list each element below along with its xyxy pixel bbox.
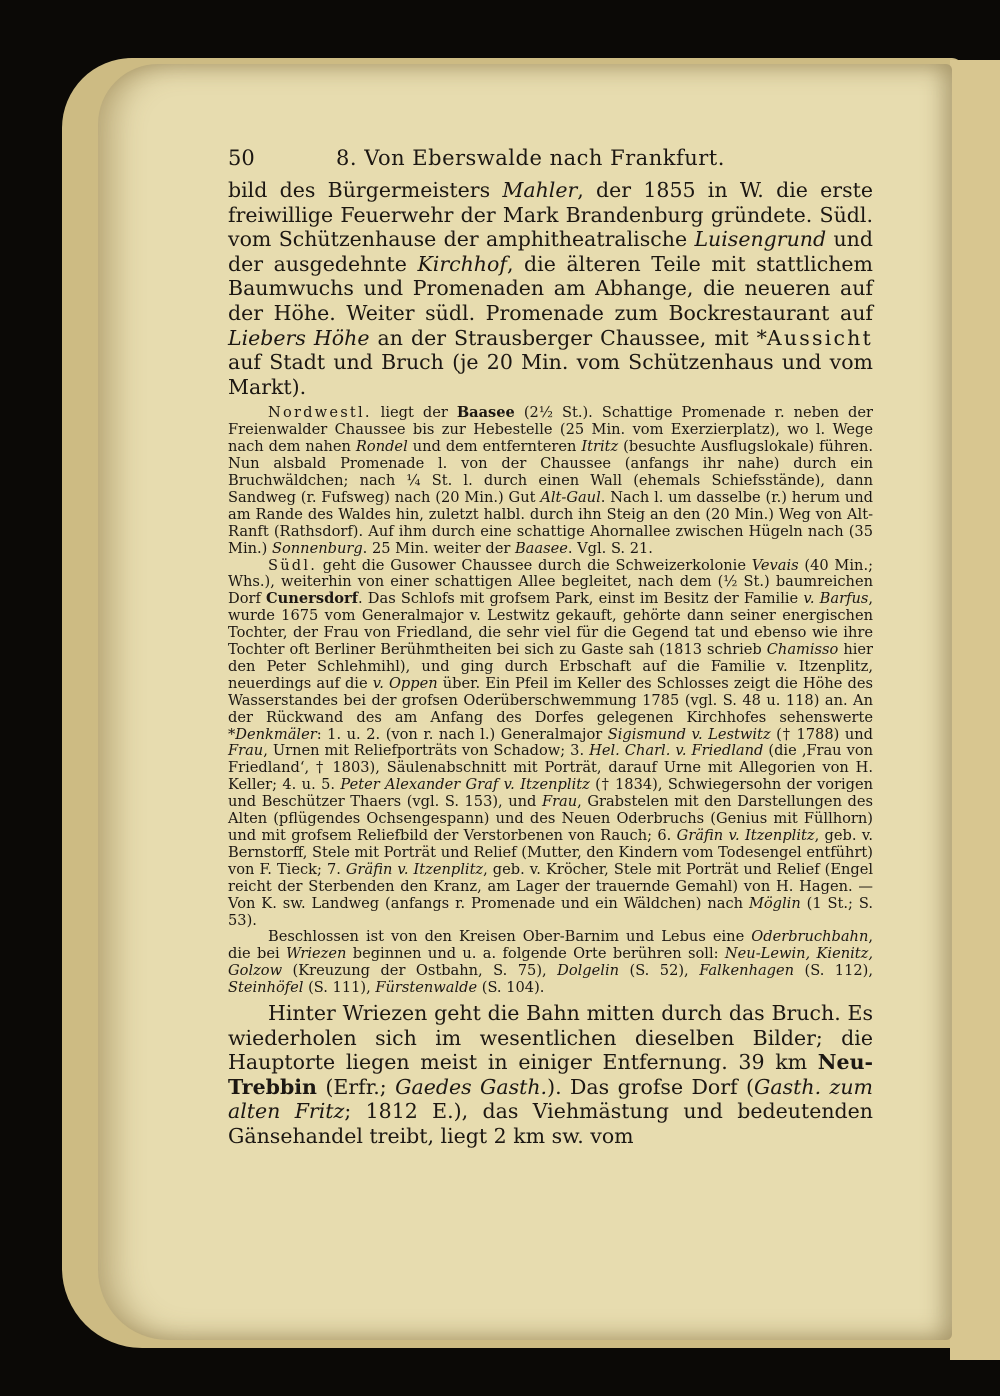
closing-section — [228, 1001, 873, 1149]
text-italic: Neu-Lewin, Kienitz, Golzow — [228, 945, 873, 980]
railway-paragraph — [228, 929, 873, 997]
page-number: 50 — [228, 146, 255, 170]
text: (2½ St.). Schattige Promenade r. neben der Freienwalder Chaussee bis zur Hebestelle (25 Min. vom Exerzierplatz), wo l. Wege nach dem nahen — [228, 404, 873, 456]
text: (S. 111), — [303, 979, 376, 997]
text: Hinter Wriezen geht die Bahn mitten durch das Bruch. Es wiederholen sich im wesentlichen dieselben Bilder; die Hauptorte liegen meist in einiger Entfernung. 39 km — [228, 1001, 873, 1075]
text-bold: Cunersdorf — [266, 590, 358, 608]
text-spaced: Südl. — [268, 556, 318, 574]
text: (Erfr.; — [316, 1074, 396, 1099]
text: , geb. v. Kröcher, Stele mit Porträt und Relief (Engel reicht der Sterbenden den Kranz, am Lager der trauernde Gemahl) von H. Hagen. — Von K. sw. Landweg (anfangs r. Promenade und ein Wäldchen) nach — [228, 860, 874, 912]
text: , geb. v. Bernstorff, Stele mit Porträt und Relief (Mutter, den Kindern vom Todesengel entführt) von F. Tieck; 7. — [228, 827, 874, 878]
text: (S. 112), — [794, 962, 873, 980]
text: , Grabstelen mit den Darstellungen des Alten (pflügendes Ochsengespann) und des Neuen Oderbruchs (Genius mit Füllhorn) und mit grofsem Reliefbild der Verstorbenen von Rauch; 6. — [228, 793, 873, 844]
text: hier den Peter Schlehmihl), und ging durch Erbschaft auf die Familie v. Itzenplitz, neuerdings auf die — [228, 641, 873, 692]
text-italic: Vevais — [751, 556, 799, 574]
text: (S. 52), — [619, 962, 700, 980]
text-italic: Gräfin v. Itzenplitz — [345, 860, 484, 878]
text-italic: Luisengrund — [694, 227, 827, 252]
text-italic: Frau — [228, 742, 264, 760]
small-print-section — [228, 405, 873, 997]
text: (Kreuzung der Ostbahn, S. 75), — [282, 962, 558, 980]
text-italic: Mahler — [502, 178, 578, 202]
text-italic: Hel. Charl. v. Friedland — [589, 742, 764, 760]
text: , die bei — [228, 928, 873, 963]
south-paragraph — [228, 558, 873, 930]
text-italic: Steinhöfel — [228, 979, 304, 997]
text: Beschlossen ist von den Kreisen Ober-Barnim und Lebus eine — [268, 928, 752, 946]
text-italic: Denkmäler — [235, 725, 317, 743]
text-bold: Baasee — [456, 404, 515, 422]
text: († 1834), Schwiegersohn der vorigen und Beschützer Thaers (vgl. S. 153), und — [228, 776, 874, 811]
text-italic: Itritz — [581, 438, 619, 456]
text-italic: Wriezen — [286, 945, 347, 963]
text: . Nach l. um dasselbe (r.) herum und am Rande des Waldes hin, zuletzt halbl. durch ihn Steig an den (20 Min.) Weg von Alt-Ranft (Rathsdorf). Auf ihm durch eine schattige Ahornallee zwischen Hügeln nach (35 Min.) — [228, 488, 873, 557]
text: († 1788) und — [770, 725, 873, 743]
text-italic: Möglin — [748, 894, 801, 912]
text-italic: Fürstenwalde — [375, 979, 478, 997]
running-head — [228, 138, 873, 178]
text: , die älteren Teile mit stattlichem Baumwuchs und Promenaden am Abhange, die neueren auf der Höhe. Weiter südl. Promenade zum Bockrestaurant auf — [228, 251, 873, 325]
text-italic: Kirchhof — [417, 251, 507, 276]
text-italic: Peter Alexander Graf v. Itzenplitz — [340, 776, 590, 794]
text: auf Stadt und Bruch (je 20 Min. vom Schützenhaus und vom Markt). — [228, 350, 873, 399]
text-italic: Gasth. zum alten Fritz — [228, 1074, 873, 1124]
text-italic: Gaedes Gasth. — [395, 1074, 548, 1099]
text: (40 Min.; Whs.), weiterhin von einer schattigen Allee begleitet, nach dem (½ St.) baumreichen Dorf — [228, 556, 873, 608]
text-italic: Alt-Gaul — [540, 488, 601, 506]
text: und dem entfernteren — [407, 438, 582, 456]
text-italic: v. Oppen — [372, 674, 438, 692]
intro-paragraph — [228, 178, 873, 399]
text: (die ‚Frau von Friedland‘, † 1803), Säulenabschnitt mit Porträt, darauf Urne mit Allegorien von H. Keller; 4. u. 5. — [228, 742, 873, 794]
text: . Das Schlofs mit grofsem Park, einst im Besitz der Familie — [357, 590, 804, 608]
text: ). Das grofse Dorf ( — [547, 1074, 755, 1099]
text-italic: Sonnenburg — [271, 539, 363, 557]
text: ; 1812 E.), das Viehmästung und bedeutenden Gänsehandel treibt, liegt 2 km sw. vom — [228, 1099, 873, 1149]
text: geht die Gusower Chaussee durch die Schweizerkolonie — [317, 556, 752, 574]
text-italic: Falkenhagen — [699, 962, 795, 980]
text-spaced: Nordwestl. — [268, 404, 372, 422]
text-italic: v. Barfus — [803, 590, 869, 608]
text: bild des Bürgermeisters — [228, 178, 503, 202]
text: : 1. u. 2. (von r. nach l.) Generalmajor — [316, 725, 608, 743]
text-italic: Gräfin v. Itzenplitz — [676, 827, 815, 844]
text: . Vgl. S. 21. — [567, 539, 653, 557]
text: (1 St.; S. 53). — [228, 894, 873, 929]
text-italic: Baasee — [514, 539, 568, 557]
chapter-title: 8. Von Eberswalde nach Frankfurt. — [336, 146, 725, 170]
text-bold: Neu-Trebbin — [228, 1050, 873, 1099]
text: . 25 Min. weiter der — [362, 539, 515, 557]
facing-page-edge — [950, 60, 1000, 1360]
text-italic: Oderbruchbahn — [751, 928, 869, 946]
text-italic: Frau — [541, 793, 578, 811]
text: und der ausgedehnte — [228, 227, 873, 276]
text: (S. 104). — [477, 979, 545, 997]
closing-paragraph — [228, 1001, 873, 1149]
text: über. Ein Pfeil im Keller des Schlosses zeigt die Höhe des Wasserstandes bei der grofsen Oderüberschwemmung 1785 (vgl. S. 48 u. 118) an. An der Rückwand des am Anfang des Dorfes gelegenen Kirchhofes sehenswerte * — [228, 674, 874, 743]
text-italic: Rondel — [355, 438, 408, 456]
text-italic: Liebers Höhe — [228, 325, 370, 350]
text: (besuchte Ausflugslokale) führen. Nun alsbald Promenade l. von der Chaussee (anfangs ihr nahe) durch ein Bruchwäldchen; nach ¼ St. l. durch einen Wall (ehemals Schiefsstände), dann Sandweg (r. Fufsweg) nach (20 Min.) Gut — [228, 438, 873, 506]
text-spaced: Aussicht — [766, 325, 873, 350]
page-content — [228, 138, 873, 1149]
text: an der Strausberger Chaussee, mit * — [369, 325, 767, 350]
text-italic: Sigismund v. Lestwitz — [607, 725, 771, 743]
text-italic: Chamisso — [766, 641, 839, 659]
text: , wurde 1675 vom Generalmajor v. Lestwitz gekauft, gehörte dann seiner energischen Tochter, der Frau von Friedland, die sehr viel für die Gegend tat und ebenso wie ihre Tochter oft Berliner Berühmtheiten bei sich zu Gaste sah (1813 schrieb — [228, 590, 873, 659]
text: , Urnen mit Reliefporträts von Schadow; 3. — [263, 742, 590, 760]
text: , der 1855 in W. die erste freiwillige Feuerwehr der Mark Brandenburg gründete. Südl. vom Schützenhause der amphitheatralische — [228, 178, 873, 252]
text: beginnen und u. a. folgende Orte berühren soll: — [346, 945, 725, 963]
text-italic: Dolgelin — [557, 962, 620, 980]
northwest-paragraph — [228, 405, 873, 557]
text: liegt der — [371, 404, 457, 422]
intro-section — [228, 178, 873, 399]
